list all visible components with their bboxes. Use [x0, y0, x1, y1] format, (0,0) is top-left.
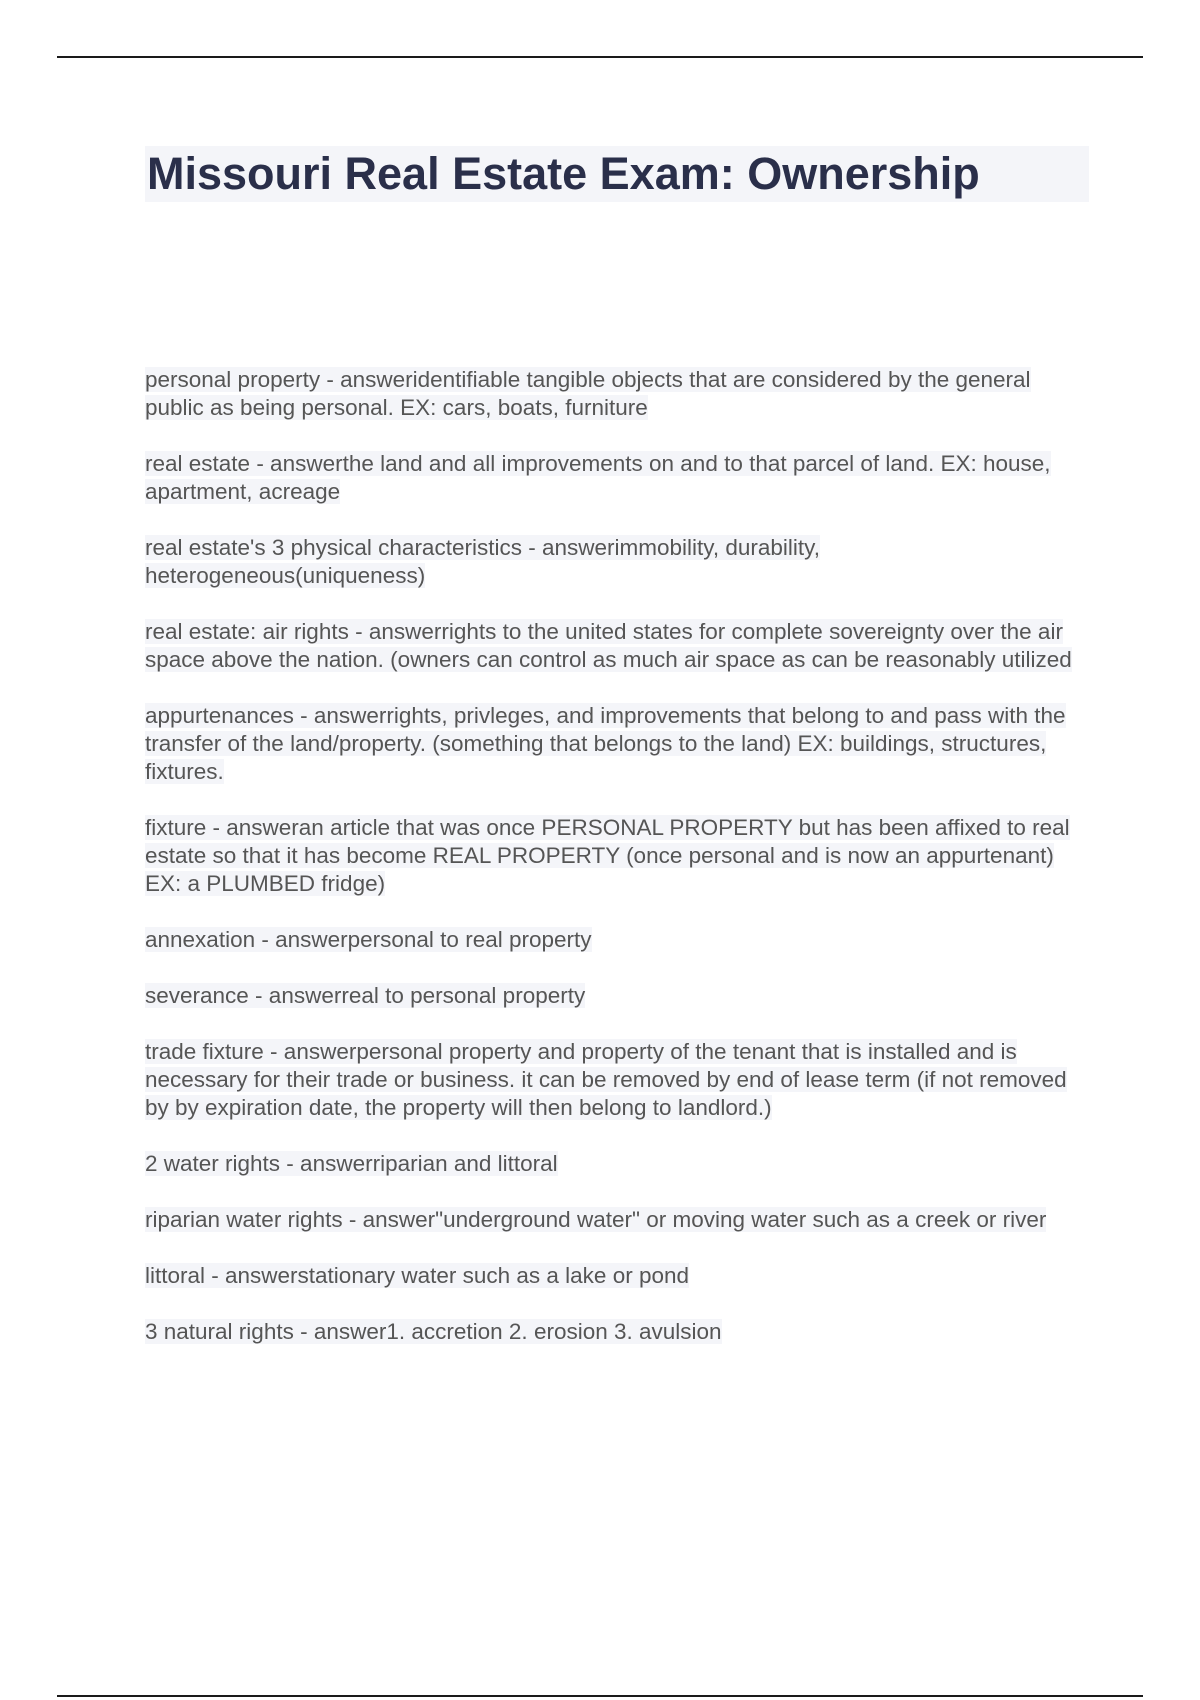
entry-text: riparian water rights - answer"underground water" or moving water such as a creek or river: [145, 1207, 1047, 1232]
entry-text: real estate - answerthe land and all improvements on and to that parcel of land. EX: house, apartment, acreage: [145, 451, 1051, 504]
list-item: [145, 982, 1090, 1010]
entry-text: littoral - answerstationary water such as a lake or pond: [145, 1263, 690, 1288]
list-item: [145, 1038, 1090, 1122]
list-item: [145, 1262, 1090, 1290]
list-item: [145, 1318, 1090, 1346]
bottom-rule: [57, 1695, 1143, 1697]
list-item: [145, 450, 1090, 506]
page-title: Missouri Real Estate Exam: Ownership: [145, 146, 1089, 202]
top-rule: [57, 56, 1143, 58]
entry-text: real estate's 3 physical characteristics - answerimmobility, durability, heterogeneous(uniqueness): [145, 535, 820, 588]
entry-text: severance - answerreal to personal property: [145, 983, 586, 1008]
list-item: [145, 366, 1090, 422]
entry-text: real estate: air rights - answerrights to the united states for complete sovereignty over the air space above the nation. (owners can control as much air space as can be reasonably utilized: [145, 619, 1072, 672]
list-item: [145, 702, 1090, 786]
list-item: [145, 926, 1090, 954]
list-item: [145, 1206, 1090, 1234]
entry-text: trade fixture - answerpersonal property and property of the tenant that is installed and is necessary for their trade or business. it can be removed by end of lease term (if not removed by by expiration date, the property will then belong to landlord.): [145, 1039, 1067, 1120]
list-item: [145, 534, 1090, 590]
entry-text: personal property - answeridentifiable tangible objects that are considered by the general public as being personal. EX: cars, boats, furniture: [145, 367, 1031, 420]
list-item: [145, 618, 1090, 674]
entry-text: 3 natural rights - answer1. accretion 2. erosion 3. avulsion: [145, 1319, 722, 1344]
entry-text: fixture - answeran article that was once PERSONAL PROPERTY but has been affixed to real estate so that it has become REAL PROPERTY (once personal and is now an appurtenant) EX: a PLUMBED fridge): [145, 815, 1070, 896]
entry-text: annexation - answerpersonal to real property: [145, 927, 592, 952]
flashcard-list: [145, 366, 1090, 1374]
entry-text: appurtenances - answerrights, privleges, and improvements that belong to and pass with the transfer of the land/property. (something that belongs to the land) EX: buildings, structures, fixtures.: [145, 703, 1066, 784]
entry-text: 2 water rights - answerriparian and littoral: [145, 1151, 558, 1176]
list-item: [145, 1150, 1090, 1178]
list-item: [145, 814, 1090, 898]
